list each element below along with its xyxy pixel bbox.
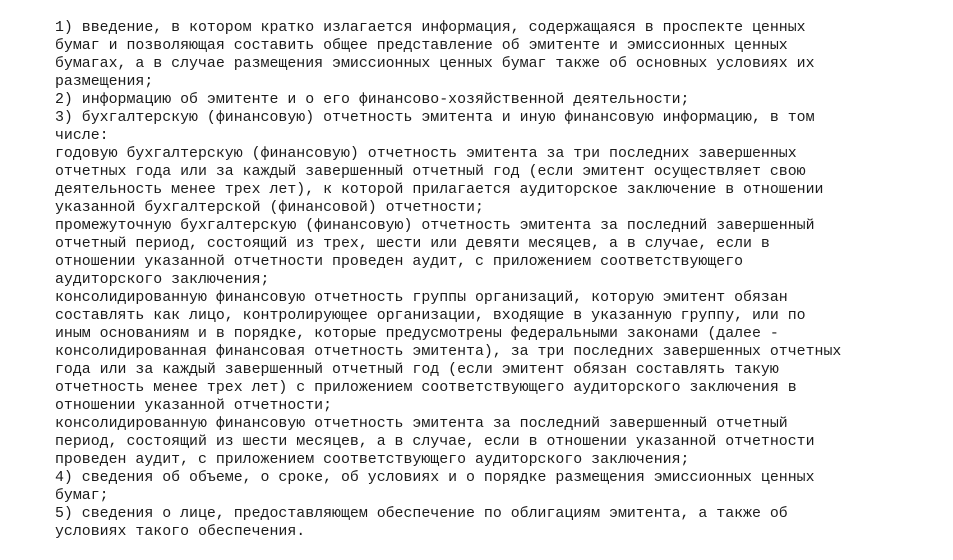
- text-line: консолидированная финансовая отчетность эмитента), за три последних завершенных отчетных: [55, 344, 842, 360]
- text-line: 4) сведения об объеме, о сроке, об условиях и о порядке размещения эмиссионных ценных: [55, 470, 815, 486]
- text-line: бумагах, а в случае размещения эмиссионных ценных бумаг также об основных условиях их: [55, 56, 815, 72]
- text-line: годовую бухгалтерскую (финансовую) отчетность эмитента за три последних завершенных: [55, 146, 797, 162]
- text-line: деятельность менее трех лет), к которой прилагается аудиторское заключение в отношении: [55, 182, 824, 198]
- text-line: проведен аудит, с приложением соответствующего аудиторского заключения;: [55, 452, 690, 468]
- text-line: отношении указанной отчетности проведен аудит, с приложением соответствующего: [55, 254, 744, 270]
- text-line: отчетность менее трех лет) с приложением соответствующего аудиторского заключения в: [55, 380, 797, 396]
- text-line: условиях такого обеспечения.: [55, 524, 306, 540]
- text-line: размещения;: [55, 74, 154, 90]
- text-line: отношении указанной отчетности;: [55, 398, 333, 414]
- text-line: отчетный период, состоящий из трех, шести или девяти месяцев, а в случае, если в: [55, 236, 770, 252]
- text-line: указанной бухгалтерской (финансовой) отчетности;: [55, 200, 484, 216]
- text-line: промежуточную бухгалтерскую (финансовую) отчетность эмитента за последний завершенный: [55, 218, 815, 234]
- text-line: года или за каждый завершенный отчетный год (если эмитент обязан составлять такую: [55, 362, 779, 378]
- text-line: бумаг;: [55, 488, 109, 504]
- text-line: 2) информацию об эмитенте и о его финансово-хозяйственной деятельности;: [55, 92, 690, 108]
- text-line: бумаг и позволяющая составить общее представление об эмитенте и эмиссионных ценных: [55, 38, 788, 54]
- text-line: числе:: [55, 128, 109, 144]
- text-line: иным основаниям и в порядке, которые предусмотрены федеральными законами (далее -: [55, 326, 779, 342]
- text-line: 3) бухгалтерскую (финансовую) отчетность эмитента и иную финансовую информацию, в том: [55, 110, 815, 126]
- text-line: консолидированную финансовую отчетность эмитента за последний завершенный отчетный: [55, 416, 788, 432]
- text-line: 1) введение, в котором кратко излагается информация, содержащаяся в проспекте ценных: [55, 20, 806, 36]
- text-line: период, состоящий из шести месяцев, а в случае, если в отношении указанной отчетности: [55, 434, 815, 450]
- text-line: консолидированную финансовую отчетность группы организаций, которую эмитент обязан: [55, 290, 788, 306]
- text-line: аудиторского заключения;: [55, 272, 270, 288]
- text-line: 5) сведения о лице, предоставляющем обеспечение по облигациям эмитента, а также об: [55, 506, 788, 522]
- text-line: составлять как лицо, контролирующее организации, входящие в указанную группу, или по: [55, 308, 806, 324]
- text-line: отчетных года или за каждый завершенный отчетный год (если эмитент осуществляет свою: [55, 164, 806, 180]
